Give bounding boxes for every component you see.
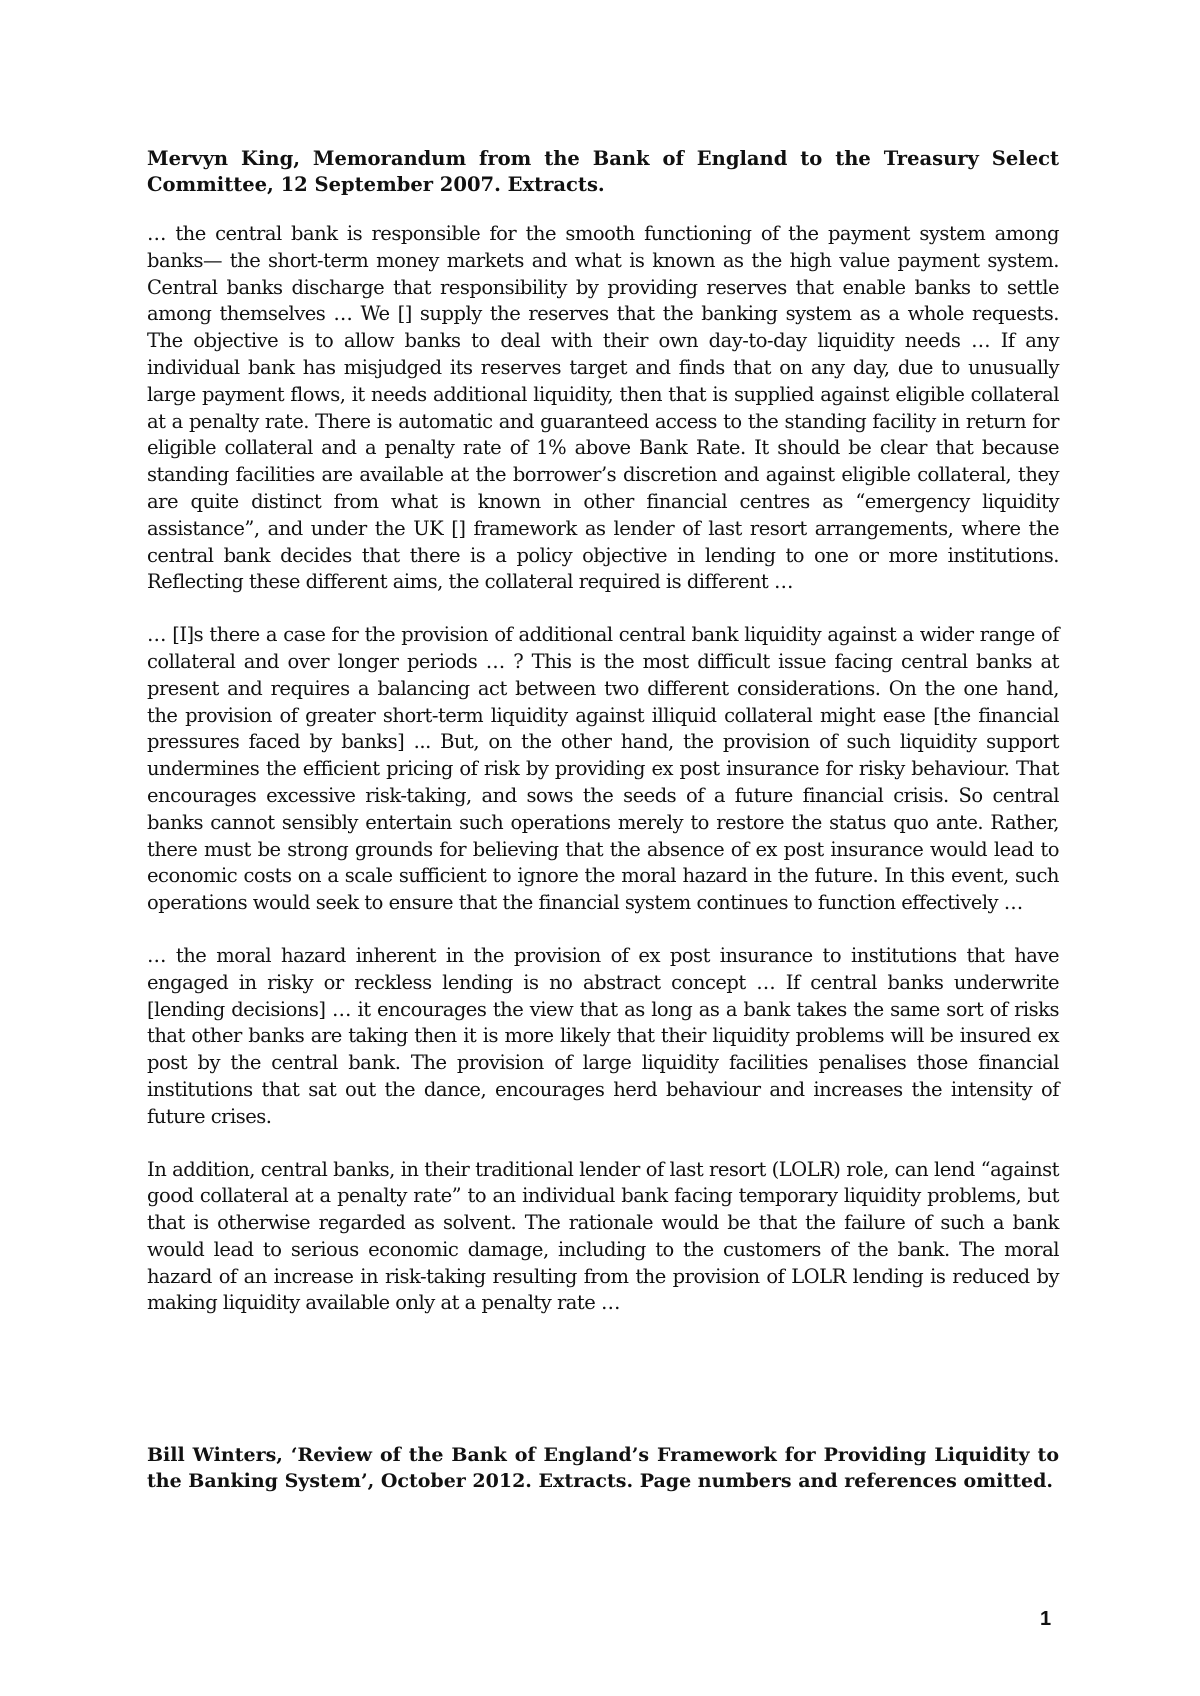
- page-number: 1: [1040, 1608, 1052, 1630]
- section-heading-winters: Bill Winters, ‘Review of the Bank of England’s Framework for Providing Liquidity to the Banking System’, October 2012. Extracts. Page numbers and references omitted.: [147, 1444, 1059, 1493]
- section-heading-king: Mervyn King, Memorandum from the Bank of England to the Treasury Select Committee, 12 September 2007. Extracts.: [147, 147, 1059, 196]
- paragraph-3: … the moral hazard inherent in the provision of ex post insurance to institutions that have engaged in risky or reckless lending is no abstract concept … If central banks underwrite [lending decisions] … it encourages the view that as long as a bank takes the same sort of risks that other banks are taking then it is more likely that their liquidity problems will be insured ex post by the central bank. The provision of large liquidity facilities penalises those financial institutions that sat out the dance, encourages herd behaviour and increases the intensity of future crises.: [147, 943, 1059, 1128]
- paragraph-1: … the central bank is responsible for the smooth functioning of the payment system among banks— the short-term money markets and what is known as the high value payment system. Central banks discharge that responsibility by providing reserves that enable banks to settle among themselves … We [] supply the reserves that the banking system as a whole requests. The objective is to allow banks to deal with their own day-to-day liquidity needs … If any individual bank has misjudged its reserves target and finds that on any day, due to unusually large payment flows, it needs additional liquidity, then that is supplied against eligible collateral at a penalty rate. There is automatic and guaranteed access to the standing facility in return for eligible collateral and a penalty rate of 1% above Bank Rate. It should be clear that because standing facilities are available at the borrower’s discretion and against eligible collateral, they are quite distinct from what is known in other financial centres as “emergency liquidity assistance”, and under the UK [] framework as lender of last resort arrangements, where the central bank decides that there is a policy objective in lending to one or more institutions. Reflecting these different aims, the collateral required is different …: [147, 222, 1059, 594]
- document-page: [147, 146, 1059, 1494]
- paragraph-4: In addition, central banks, in their traditional lender of last resort (LOLR) role, can lend “against good collateral at a penalty rate” to an individual bank facing temporary liquidity problems, but that is otherwise regarded as solvent. The rationale would be that the failure of such a bank would lead to serious economic damage, including to the customers of the bank. The moral hazard of an increase in risk-taking resulting from the provision of LOLR lending is reduced by making liquidity available only at a penalty rate …: [147, 1157, 1059, 1315]
- paragraph-2: … [I]s there a case for the provision of additional central bank liquidity against a wider range of collateral and over longer periods … ? This is the most difficult issue facing central banks at present and requires a balancing act between two different considerations. On the one hand, the provision of greater short-term liquidity against illiquid collateral might ease [the financial pressures faced by banks] ... But, on the other hand, the provision of such liquidity support undermines the efficient pricing of risk by providing ex post insurance for risky behaviour. That encourages excessive risk-taking, and sows the seeds of a future financial crisis. So central banks cannot sensibly entertain such operations merely to restore the status quo ante. Rather, there must be strong grounds for believing that the absence of ex post insurance would lead to economic costs on a scale sufficient to ignore the moral hazard in the future. In this event, such operations would seek to ensure that the financial system continues to function effectively …: [147, 623, 1059, 915]
